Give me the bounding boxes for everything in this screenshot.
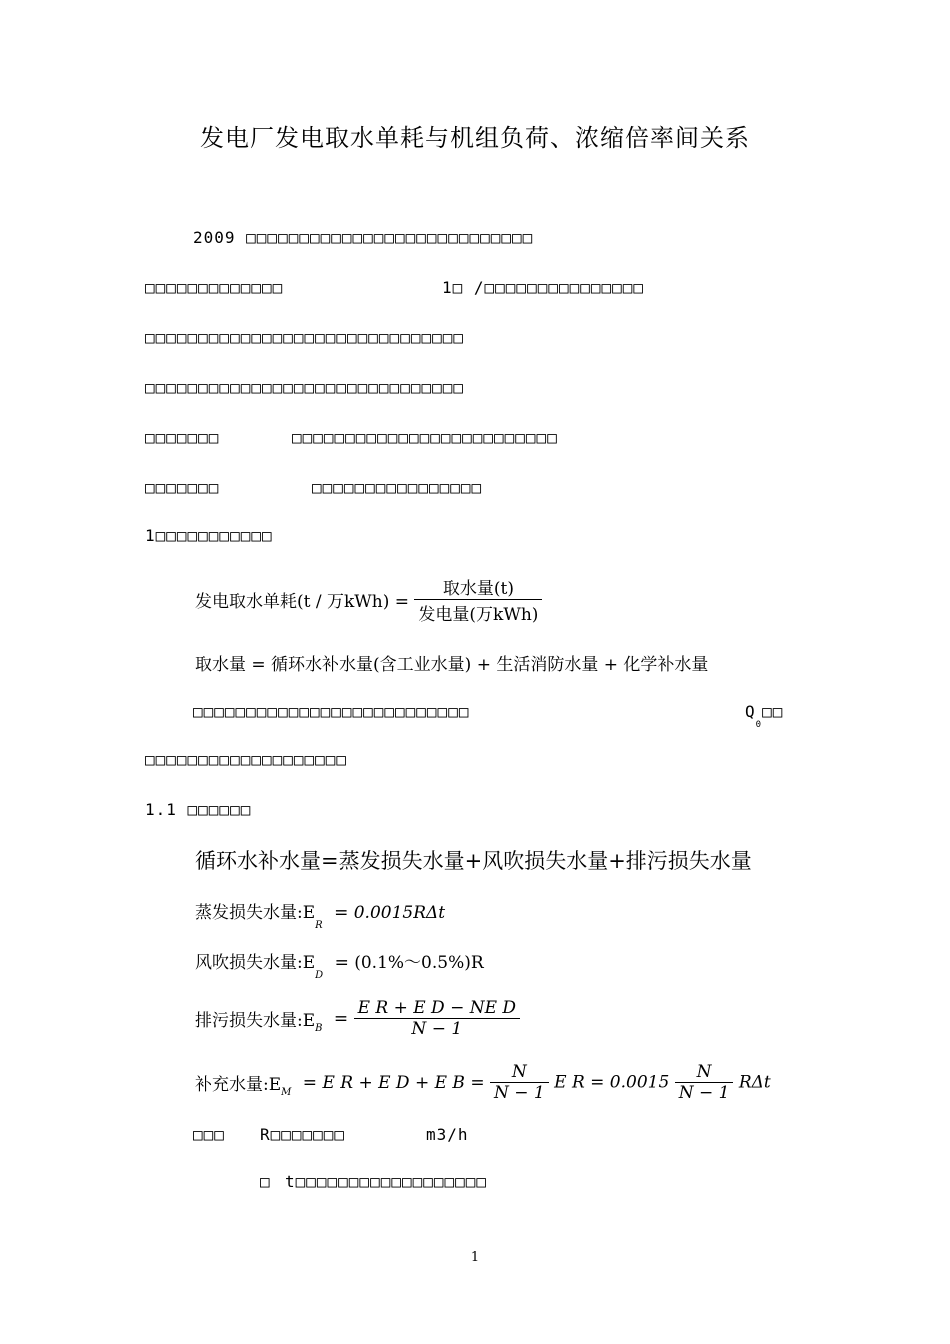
makeup-label: 补充水量:E — [195, 1075, 282, 1095]
para2-line-2: □□□□□□□□□□□□□□□□□□□ — [145, 750, 348, 769]
section-heading: 1.1 □□□□□□ — [145, 800, 252, 819]
blow-label: 排污损失水量:E — [195, 1011, 316, 1031]
formula-lhs: 发电取水单耗(t / 万kWh) = — [195, 592, 410, 612]
intro-line-5b: □□□□□□□□□□□□□□□□□□□□□□□□□ — [292, 428, 558, 447]
blow-denominator: N − 1 — [354, 1018, 520, 1039]
makeup-frac2-den: N − 1 — [675, 1082, 734, 1103]
formula-numerator: 取水量(t) — [442, 579, 514, 599]
where-lead: □□□ — [193, 1125, 225, 1144]
intro-line-7: 1□□□□□□□□□□□ — [145, 526, 273, 545]
makeup-frac1-num: N — [511, 1062, 527, 1082]
evap-rhs: = 0.0015RΔt — [334, 903, 446, 923]
equation-blowdown — [195, 998, 520, 1039]
intro-line-1: 2009 □□□□□□□□□□□□□□□□□□□□□□□□□□□ — [193, 228, 534, 247]
formula-fraction — [414, 574, 542, 625]
intro-line-4: □□□□□□□□□□□□□□□□□□□□□□□□□□□□□□ — [145, 378, 464, 397]
makeup-tail: RΔt — [738, 1072, 771, 1093]
wind-label: 风吹损失水量:E — [195, 953, 316, 973]
evap-subscript: R — [315, 920, 323, 931]
equation-makeup — [195, 1062, 771, 1103]
where2-lead: □ — [260, 1172, 271, 1191]
blow-subscript: B — [315, 1023, 323, 1034]
formula-denominator: 发电量(万kWh) — [414, 599, 542, 625]
equation-evaporation — [195, 898, 446, 931]
equation-makeup-water: 循环水补水量=蒸发损失水量+风吹损失水量+排污损失水量 — [195, 849, 752, 873]
para2-q-symbol — [745, 702, 784, 730]
wind-rhs: = (0.1%～0.5%)R — [334, 953, 484, 973]
blow-fraction — [354, 998, 520, 1039]
formula-water-intake: 取水量 = 循环水补水量(含工业水量) + 生活消防水量 + 化学补水量 — [195, 655, 709, 675]
page-number: 1 — [470, 1250, 480, 1265]
intro-line-6a: □□□□□□□ — [145, 478, 220, 497]
equation-wind-loss — [195, 948, 484, 981]
blow-numerator: E R + E D − NE D — [357, 998, 517, 1018]
makeup-mid: = E R + E D + E B = — [302, 1072, 485, 1093]
makeup-mid2: E R = 0.0015 — [554, 1072, 670, 1093]
intro-line-3: □□□□□□□□□□□□□□□□□□□□□□□□□□□□□□ — [145, 328, 464, 347]
makeup-frac1-den: N − 1 — [490, 1082, 549, 1103]
makeup-fraction-1 — [490, 1062, 549, 1103]
evap-label: 蒸发损失水量:E — [195, 903, 316, 923]
intro-line-5a: □□□□□□□ — [145, 428, 220, 447]
intro-line-2b: 1□ /□□□□□□□□□□□□□□□ — [442, 278, 645, 297]
intro-line-2a: □□□□□□□□□□□□□ — [145, 278, 284, 297]
wind-subscript: D — [315, 970, 324, 981]
formula-water-consumption — [195, 574, 542, 625]
para2-line-1: □□□□□□□□□□□□□□□□□□□□□□□□□□ — [193, 702, 470, 721]
blow-eq: = — [333, 1008, 349, 1029]
intro-line-6b: □□□□□□□□□□□□□□□□ — [312, 478, 483, 497]
makeup-frac2-num: N — [696, 1062, 712, 1082]
q-subscript: 0 — [755, 720, 763, 730]
where2-t: t□□□□□□□□□□□□□□□□□□ — [285, 1172, 488, 1191]
q-letter: Q — [745, 702, 756, 721]
where-r: R□□□□□□□ — [260, 1125, 346, 1144]
makeup-fraction-2 — [675, 1062, 734, 1103]
page-title: 发电厂发电取水单耗与机组负荷、浓缩倍率间关系 — [200, 124, 750, 152]
makeup-subscript: M — [281, 1087, 292, 1098]
q-tail: □□ — [762, 702, 784, 721]
where-unit: m3/h — [426, 1125, 469, 1144]
